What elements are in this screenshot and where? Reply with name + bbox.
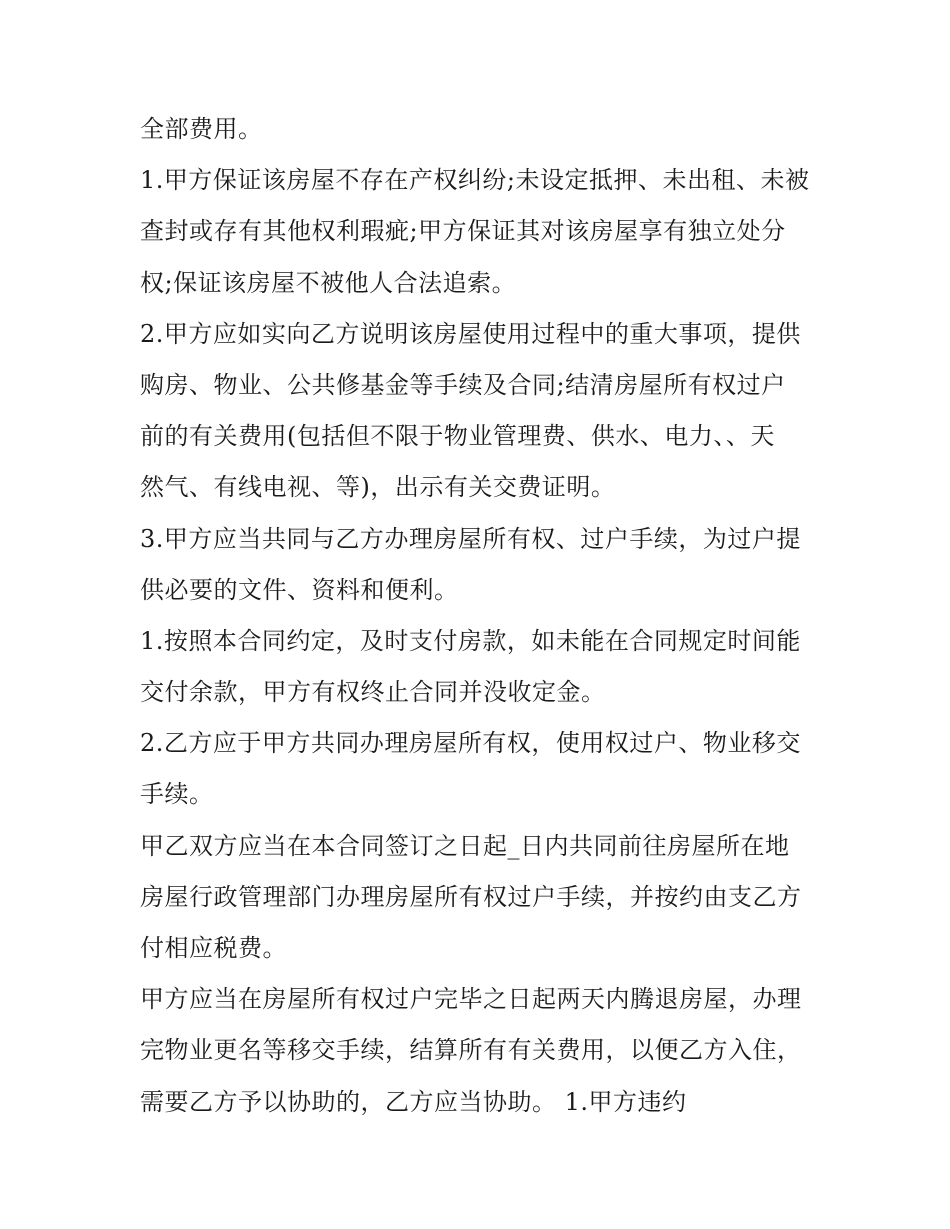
text-line: 1.甲方保证该房屋不存在产权纠纷;未设定抵押、未出租、未被 xyxy=(140,166,810,195)
text-line: 交付余款，甲方有权终止合同并没收定金。 xyxy=(140,678,606,707)
text-line: 需要乙方予以协助的，乙方应当协助。 1.甲方违约 xyxy=(140,1087,687,1116)
text-line: 3.甲方应当共同与乙方办理房屋所有权、过户手续，为过户提 xyxy=(140,524,801,553)
text-line: 查封或存有其他权利瑕疵;甲方保证其对该房屋享有独立处分 xyxy=(140,217,786,246)
text-line: 然气、有线电视、等)，出示有关交费证明。 xyxy=(140,473,616,502)
text-line: 1.按照本合同约定，及时支付房款，如未能在合同规定时间能 xyxy=(140,626,801,655)
text-line: 供必要的文件、资料和便利。 xyxy=(140,575,459,604)
text-line: 手续。 xyxy=(140,780,214,809)
text-line: 甲方应当在房屋所有权过户完毕之日起两天内腾退房屋，办理 xyxy=(140,985,802,1014)
text-line: 甲乙双方应当在本合同签订之日起_日内共同前往房屋所在地 xyxy=(140,831,790,860)
text-line: 完物业更名等移交手续，结算所有有关费用，以便乙方入住， xyxy=(140,1036,802,1065)
text-line: 购房、物业、公共修基金等手续及合同;结清房屋所有权过户 xyxy=(140,370,786,399)
text-line: 2.乙方应于甲方共同办理房屋所有权，使用权过户、物业移交 xyxy=(140,729,801,758)
text-line: 房屋行政管理部门办理房屋所有权过户手续，并按约由支乙方 xyxy=(140,882,802,911)
text-line: 付相应税费。 xyxy=(140,934,287,962)
document-body xyxy=(140,104,820,1128)
text-line: 权;保证该房屋不被他人合法追索。 xyxy=(140,268,517,297)
text-line: 前的有关费用(包括但不限于物业管理费、供水、电力、、天 xyxy=(140,422,775,451)
text-line: 2.甲方应如实向乙方说明该房屋使用过程中的重大事项，提供 xyxy=(140,319,801,348)
text-line: 全部费用。 xyxy=(140,115,263,143)
